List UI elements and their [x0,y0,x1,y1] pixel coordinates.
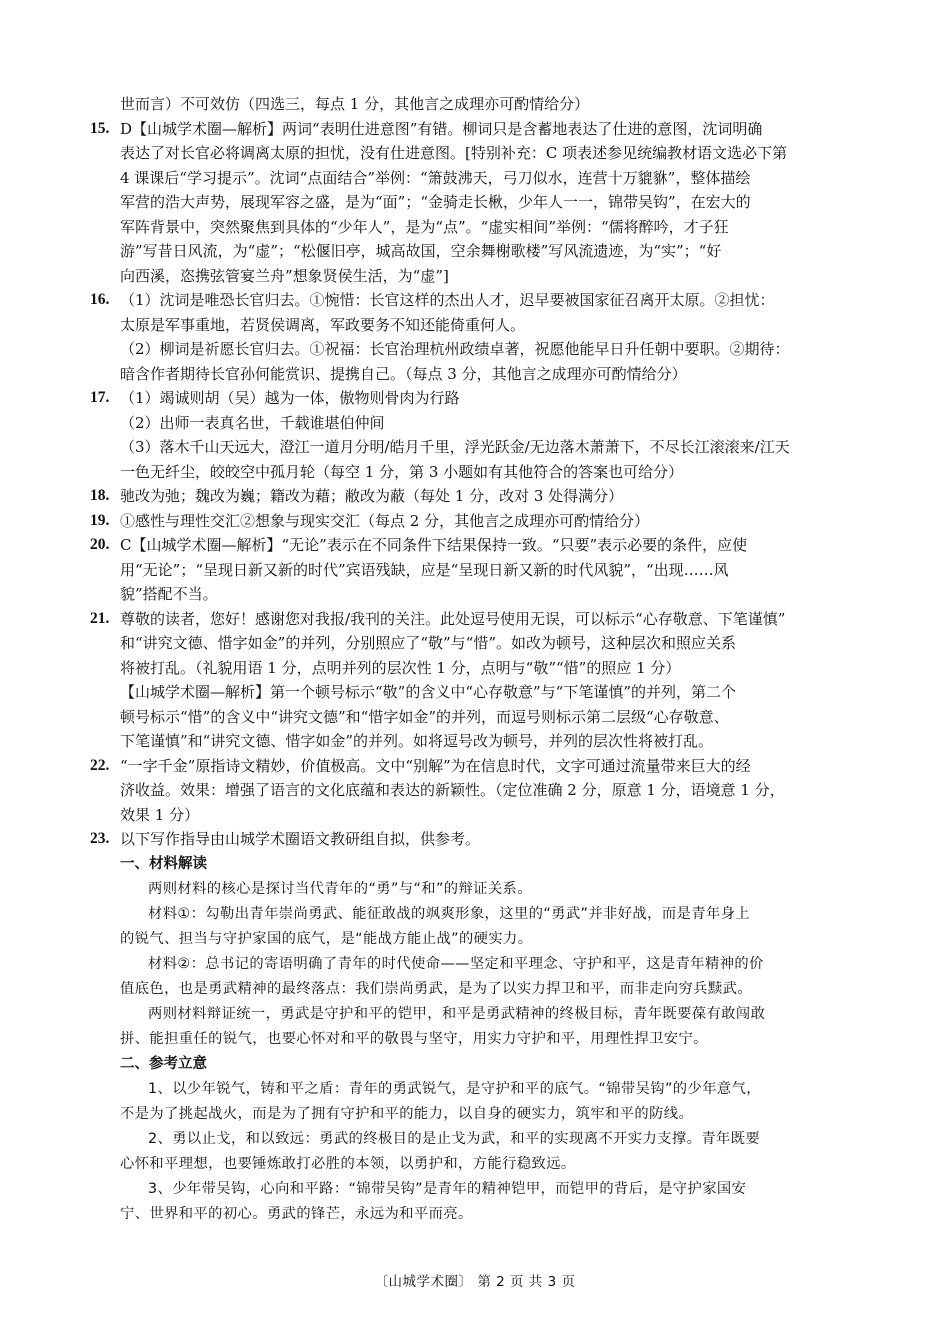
essay-line: 拼、能担重任的锐气，也要心怀对和平的敬畏与坚守，用实力守护和平，用理性捍卫安宁。 [120,1030,708,1047]
text-line: 驰改为弛；魏改为巍；籍改为藉；敝改为蔽（每处 1 分，改对 3 处得满分） [120,487,624,505]
essay-line: 两则材料辩证统一，勇武是守护和平的铠甲，和平是勇武精神的终极目标，青年既要葆有敢闯敢 [148,1005,766,1022]
text-line: 以下写作指导由山城学术圈语文教研组自拟，供参考。 [120,830,481,848]
question-number: 23. [90,830,110,847]
text-line: 表达了对长官必将调离太原的担忧，没有仕进意图。[特别补充：C 项表述参见统编教材语文选必下第 [120,144,788,162]
text-line: 效果 1 分） [120,805,200,824]
text-line: 【山城学术圈—解析】第一个顿号标示“敬”的含义中“心存敬意”与“下笔谨慎”的并列，第二个 [120,683,737,701]
text-line: 济收益。效果：增强了语言的文化底蕴和表达的新颖性。（定位准确 2 分，原意 1 分，语境意 1 分， [120,781,785,799]
answer-item-15 [90,117,864,289]
text-line: 顿号标示“惜”的含义中“讲究文德”和“惜字如金”的并列，而逗号则标示第二层级“心存敬意、 [120,707,729,726]
question-number: 15. [90,119,110,137]
answer-item-23 [90,827,864,1227]
question-number: 18. [90,487,110,504]
text-line: 一色无纤尘，皎皎空中孤月轮（每空 1 分，第 3 小题如有其他符合的答案也可给分） [120,462,684,481]
text-line: （1）沈词是唯恐长官归去。①惋惜：长官这样的杰出人才，迟早要被国家征召离开太原。②担忧： [120,291,775,309]
text-line: C【山城学术圈—解析】“无论”表示在不同条件下结果保持一致。“只要”表示必要的条件，应使 [120,536,748,554]
answer-item-17 [90,386,864,484]
text-line: 向西溪，恣携弦管宴兰舟”想象贤侯生活，为“虚”] [120,266,449,285]
essay-line: 材料②：总书记的寄语明确了青年的时代使命——坚定和平理念、守护和平，这是青年精神的价 [148,955,764,972]
question-number: 19. [90,511,110,529]
essay-line: 3、少年带吴钩，心向和平路：“锦带吴钩”是青年的精神铠甲，而铠甲的背后，是守护家国安 [148,1180,747,1197]
text-line: 暗含作者期待长官孙何能赏识、提携自己。（每点 3 分，其他言之成理亦可酌情给分） [120,364,687,383]
text-line: 尊敬的读者，您好！感谢您对我报/我刊的关注。此处逗号使用无误，可以标示“心存敬意、下笔谨慎” [120,609,786,628]
text-line: 4 课课后“学习提示”。沈词“点面结合”举例：“箫鼓沸天，弓刀似水，连营十万貔貅”，整体描绘 [120,168,751,187]
essay-line: 心怀和平理想，也要锤炼敢打必胜的本领，以勇护和，方能行稳致远。 [120,1155,576,1172]
text-line: （3）落木千山天远大，澄江一道月分明/皓月千里，浮光跃金/无边落木萧萧下，不尽长江滚滚来/江天 [120,438,790,456]
text-line: 下笔谨慎”和“讲究文德、惜字如金”的并列。如将逗号改为顿号，并列的层次性将被打乱。 [120,732,714,750]
essay-line: 材料①：勾勒出青年崇尚勇武、能征敢战的飒爽形象，这里的“勇武”并非好战，而是青年身上 [148,905,751,922]
section-heading-theme: 二、参考立意 [120,1055,207,1072]
answer-content [90,92,864,1227]
text-line: 太原是军事重地，若贤侯调离，军政要务不知还能倚重何人。 [120,315,526,334]
text-line: 将被打乱。（礼貌用语 1 分，点明并列的层次性 1 分，点明与“敬”“惜”的照应 1 分） [120,658,681,677]
essay-line: 的锐气、担当与守护家国的底气，是“能战方能止战”的硬实力。 [120,930,533,947]
essay-line: 两则材料的核心是探讨当代青年的“勇”与“和”的辩证关系。 [148,880,532,897]
question-number: 21. [90,609,110,627]
answer-item-20 [90,533,864,607]
question-number: 22. [90,756,110,774]
answer-item-21 [90,607,864,754]
question-number: 16. [90,291,110,308]
answer-item-18 [90,484,864,509]
essay-line: 1、以少年锐气，铸和平之盾：青年的勇武锐气，是守护和平的底气。“锦带吴钩”的少年意气， [148,1080,761,1097]
text-line: （2）出师一表真名世，千载谁堪伯仲间 [120,413,385,432]
text-line: “一字千金”原指诗文精妙，价值极高。文中“别解”为在信息时代，文字可通过流量带来巨大的经 [120,756,751,775]
text-line: 军营的浩大声势，展现军容之盛，是为“面”；“金骑走长楸，少年人一一，锦带吴钩”，在宏大的 [120,193,751,211]
question-number: 17. [90,389,110,406]
section-heading-material: 一、材料解读 [120,855,207,872]
text-line: （2）柳词是祈愿长官归去。①祝福：长官治理杭州政绩卓著，祝愿他能早日升任朝中要职。②期待： [120,340,790,358]
page-footer: 〔山城学术圈〕 第 2 页 共 3 页 [374,1274,576,1290]
text-line: D【山城学术圈—解析】两词“表明仕进意图”有错。柳词只是含蓄地表达了仕进的意图，沈词明确 [120,119,763,138]
text-line: 用“无论”；“呈现日新又新的时代”宾语残缺，应是“呈现日新又新的时代风貌”，“出现……风 [120,560,729,579]
text-line: （1）竭诚则胡（吴）越为一体，傲物则骨肉为行路 [120,389,460,407]
text-line: 和“讲究文德、惜字如金”的并列，分别照应了“敬”与“惜”。如改为顿号，这种层次和照应关系 [120,634,737,652]
question-number: 20. [90,536,110,553]
essay-line: 2、勇以止戈，和以致远：勇武的终极目的是止戈为武，和平的实现离不开实力支撑。青年既要 [148,1130,761,1147]
text-line: 军阵背景中，突然聚焦到具体的“少年人”，是为“点”。“虚实相间”举例：“儒将醉吟，才子狂 [120,217,729,236]
answer-item-19 [90,509,864,534]
text-line: 游”写昔日风流，为“虚”；“松偃旧亭，城高故国，空余舞榭歌楼”写风流遗迹，为“实”；“好 [120,242,722,260]
essay-line: 宁、世界和平的初心。勇武的锋芒，永远为和平而亮。 [120,1205,473,1222]
text-line: 貌”搭配不当。 [120,585,218,603]
essay-line: 值底色，也是勇武精神的最终落点：我们崇尚勇武，是为了以实力捍卫和平，而非走向穷兵黩武。 [120,980,752,997]
essay-line: 不是为了挑起战火，而是为了拥有守护和平的能力，以自身的硬实力，筑牢和平的防线。 [120,1105,694,1122]
answer-item-22 [90,754,864,828]
answer-item-16 [90,288,864,386]
text-line: ①感性与理性交汇②想象与现实交汇（每点 2 分，其他言之成理亦可酌情给分） [120,511,650,530]
continued-line: 世而言）不可效仿（四选三，每点 1 分，其他言之成理亦可酌情给分） [120,95,590,113]
